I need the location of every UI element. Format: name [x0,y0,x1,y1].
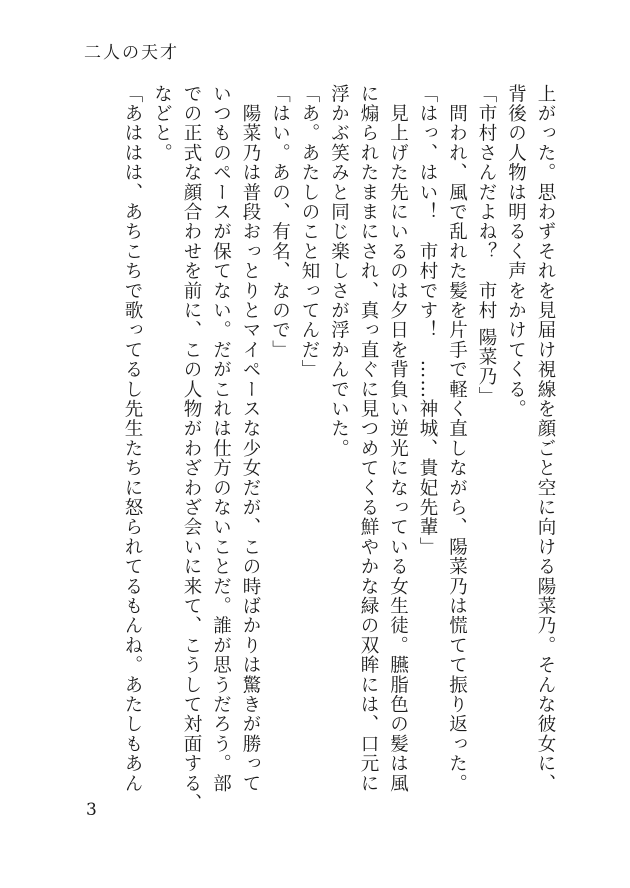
text-line: いつものペースが保てない。だがこれは仕方のないことだ。誰が思うだろう。部 [210,84,232,794]
page-number: 3 [86,800,97,820]
text-line: 上がった。思わずそれを見届け視線を顔ごと空に向ける陽菜乃。そんな彼女に、 [535,84,556,794]
text-line: 問われ、風で乱れた髪を片手で軽く直しながら、陽菜乃は慌てて振り返った。 [446,84,468,794]
text-line: 見上げた先にいるのは夕日を背負い逆光になっている女生徒。臙脂色の髪は風 [387,84,409,794]
text-line: 「はっ、はい！ 市村です！ ……神城、貴妃先輩」 [417,84,438,557]
text-line: 「市村さんだよね？ 市村 陽菜乃」 [476,84,497,407]
text-line: 浮かぶ笑みと同じ楽しさが浮かんでいた。 [328,84,350,459]
text-line: などと。 [151,84,173,163]
vertical-text-body [118,84,561,813]
text-line: 背後の人物は明るく声をかけてくる。 [505,84,527,419]
text-line: 陽菜乃は普段おっとりとマイペースな少女だが、この時ばかりは驚きが勝って [240,84,261,794]
running-header: 二人の天才 [84,43,179,63]
text-line: 「はい。あの、有名、なので」 [269,84,291,360]
text-line: に煽られたままにされ、真っ直ぐに見つめてくる鮮やかな緑の双眸には、口元に [358,84,379,794]
text-line: での正式な顔合わせを前に、この人物がわざわざ会いに来て、こうして対面する、 [181,84,202,813]
text-line: 「あ。あたしのこと知ってんだ」 [299,84,320,380]
text-line: 「あははは、あちこちで歌ってるし先生たちに怒られてるもんね。あたしもあん [122,84,143,794]
